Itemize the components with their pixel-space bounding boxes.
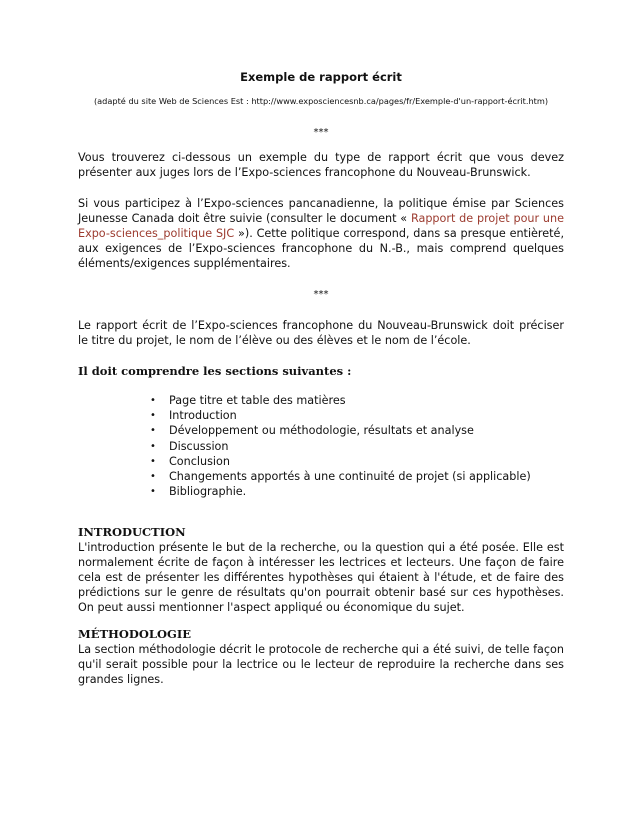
bullet-icon: • [150, 471, 156, 483]
separator-stars: *** [313, 127, 329, 138]
paragraph-policy [78, 196, 564, 271]
bullet-icon: • [150, 410, 156, 422]
policy-text-after: »). Cette politique correspond, dans sa presque entièreté, aux exigences de l’Expo-sciences francophone du N.-B., mais comprend quelques éléments/exigences supplémentaires. [78, 227, 564, 270]
methodology-text: La section méthodologie décrit le protocole de recherche qui a été suivi, de telle façon qu'il serait possible pour la lectrice ou le lecteur de reproduire la recherche dans ses grandes lignes. [78, 643, 564, 687]
policy-text-before: Si vous participez à l’Expo-sciences pancanadienne, la politique émise par Sciences Jeunesse Canada doit être suivie (consulter le document « [78, 197, 564, 225]
list-item: • Discussion [150, 439, 229, 453]
introduction-heading: INTRODUCTION [78, 525, 186, 540]
bullet-icon: • [150, 486, 156, 498]
introduction-text: L'introduction présente le but de la recherche, ou la question qui a été posée. Elle est normalement écrite de façon à intéresser les lectrices et lecteurs. Une façon de faire cela est de présenter les différentes hypothèses qui étaient à l'étude, et de faire des prédictions sur le genre de résultats qu'on pourrait obtenir basé sur ces hypothèses. On peut aussi mentionner l'aspect appliqué ou économique du sujet. [78, 541, 564, 615]
document-page [78, 70, 564, 703]
separator-stars-2: *** [313, 289, 329, 300]
sections-list [78, 393, 564, 499]
source-note: (adapté du site Web de Sciences Est : http://www.exposciencesnb.ca/pages/fr/Exemple-d'un-rapport-écrit.htm) [93, 96, 549, 106]
list-item: • Introduction [150, 409, 237, 423]
paragraph-intro: Vous trouverez ci-dessous un exemple du type de rapport écrit que vous devez présenter aux juges lors de l’Expo-sciences francophone du Nouveau-Brunswick. [78, 151, 564, 179]
bullet-icon: • [150, 440, 156, 452]
bullet-icon: • [150, 425, 156, 437]
spacer [78, 515, 564, 525]
policy-document-link[interactable]: Rapport de projet pour une Expo-sciences_politique SJC [78, 212, 564, 240]
bullet-icon: • [150, 395, 156, 406]
bullet-icon: • [150, 455, 156, 467]
sections-intro: Il doit comprendre les sections suivantes : [78, 364, 352, 378]
document-title: Exemple de rapport écrit [240, 70, 402, 84]
methodology-heading: MÉTHODOLOGIE [78, 627, 191, 642]
list-item: • Développement ou méthodologie, résultats et analyse [150, 424, 474, 438]
list-item: • Bibliographie. [150, 485, 247, 499]
list-item: • Conclusion [150, 454, 230, 468]
paragraph-requirements: Le rapport écrit de l’Expo-sciences francophone du Nouveau-Brunswick doit préciser le titre du projet, le nom de l’élève ou des élèves et le nom de l’école. [78, 319, 564, 347]
list-item: • Page titre et table des matières [150, 394, 346, 407]
list-item: • Changements apportés à une continuité de projet (si applicable) [150, 470, 531, 484]
